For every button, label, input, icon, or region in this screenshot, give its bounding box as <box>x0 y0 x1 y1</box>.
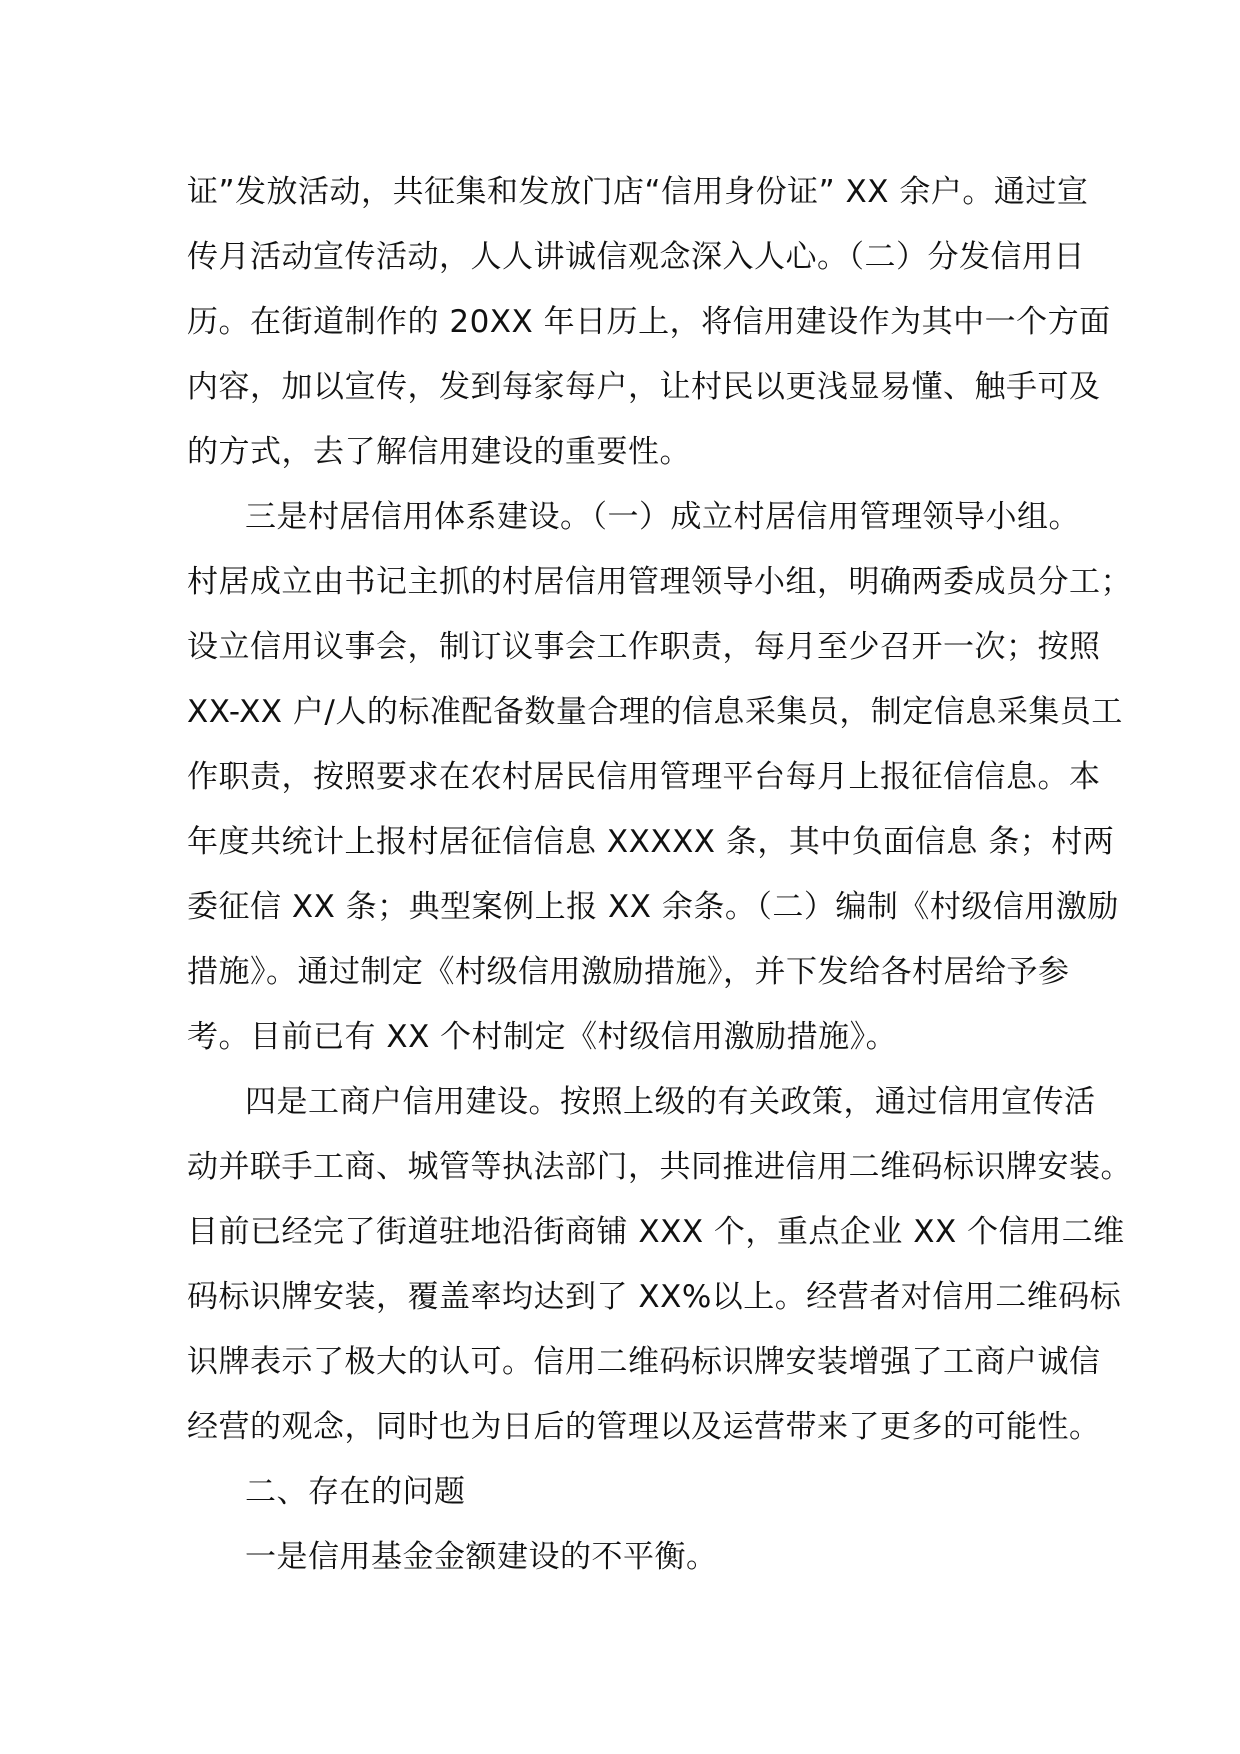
text-line: 设立信用议事会，制订议事会工作职责，每月至少召开一次；按照 <box>187 629 1101 665</box>
text-line: 委征信 XX 条；典型案例上报 XX 余条。（二）编制《村级信用激励 <box>187 889 1119 925</box>
text-line: 考。目前已有 XX 个村制定《村级信用激励措施》。 <box>187 1019 898 1055</box>
text-line: XX-XX 户/人的标准配备数量合理的信息采集员，制定信息采集员工 <box>187 694 1123 730</box>
text-line: 措施》。通过制定《村级信用激励措施》，并下发给各村居给予参 <box>187 954 1070 990</box>
paragraph-start-line: 一是信用基金金额建设的不平衡。 <box>245 1539 718 1575</box>
document-page <box>187 160 1132 1590</box>
text-line: 证”发放活动，共征集和发放门店“信用身份证” XX 余户。通过宣 <box>187 174 1089 210</box>
text-line: 动并联手工商、城管等执法部门，共同推进信用二维码标识牌安装。 <box>187 1149 1132 1185</box>
text-line: 作职责，按照要求在农村居民信用管理平台每月上报征信信息。本 <box>187 759 1101 795</box>
paragraph-start-line: 四是工商户信用建设。按照上级的有关政策，通过信用宣传活 <box>245 1084 1096 1120</box>
section-heading: 二、存在的问题 <box>245 1474 466 1510</box>
text-line: 村居成立由书记主抓的村居信用管理领导小组，明确两委成员分工； <box>187 564 1132 600</box>
text-line: 年度共统计上报村居征信信息 XXXXX 条，其中负面信息 条；村两 <box>187 824 1115 860</box>
text-line: 的方式，去了解信用建设的重要性。 <box>187 434 691 470</box>
text-line: 目前已经完了街道驻地沿街商铺 XXX 个，重点企业 XX 个信用二维 <box>187 1214 1125 1250</box>
text-line: 传月活动宣传活动，人人讲诚信观念深入人心。（二）分发信用日 <box>187 239 1085 275</box>
paragraph-start-line: 三是村居信用体系建设。（一）成立村居信用管理领导小组。 <box>245 499 1080 535</box>
text-line: 码标识牌安装，覆盖率均达到了 XX%以上。经营者对信用二维码标 <box>187 1279 1122 1315</box>
text-line: 内容，加以宣传，发到每家每户，让村民以更浅显易懂、触手可及 <box>187 369 1101 405</box>
text-line: 识牌表示了极大的认可。信用二维码标识牌安装增强了工商户诚信 <box>187 1344 1101 1380</box>
text-line: 经营的观念，同时也为日后的管理以及运营带来了更多的可能性。 <box>187 1409 1101 1445</box>
text-line: 历。在街道制作的 20XX 年日历上，将信用建设作为其中一个方面 <box>187 304 1111 340</box>
